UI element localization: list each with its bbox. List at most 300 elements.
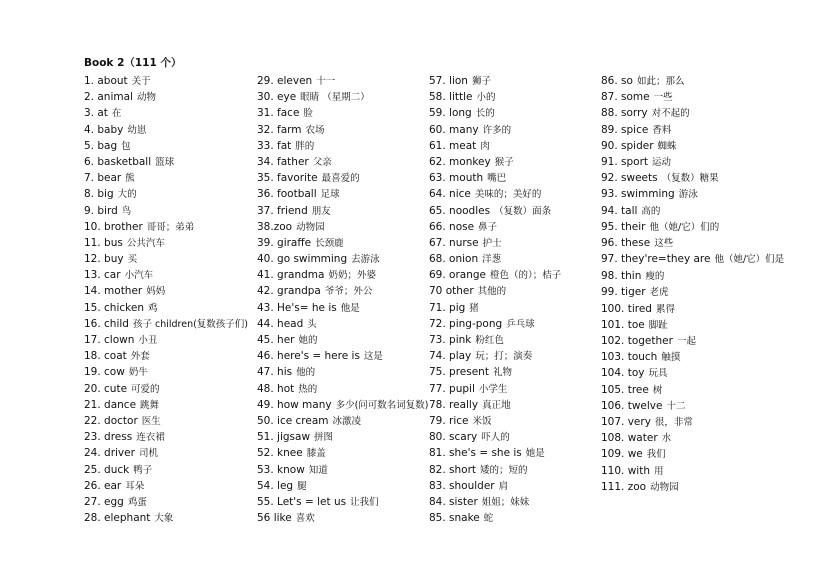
vocab-item (257, 235, 432, 251)
vocab-word: 71. pig (429, 301, 466, 314)
vocab-meaning: 乒乓球 (506, 318, 535, 330)
vocab-item (601, 170, 791, 186)
vocab-word: 111. zoo (601, 480, 647, 493)
vocab-word: 103. touch (601, 351, 658, 364)
vocab-meaning: 对不起的 (651, 108, 690, 120)
vocab-meaning: 护士 (482, 237, 502, 249)
vocab-item (84, 478, 259, 494)
vocab-meaning: 她的 (298, 335, 318, 346)
vocab-item (429, 105, 604, 121)
vocab-item (601, 463, 791, 479)
vocab-word: 56 like (257, 512, 292, 525)
vocab-item (84, 203, 259, 219)
vocab-item (84, 413, 259, 429)
vocab-item (257, 332, 432, 348)
vocab-item (84, 283, 259, 299)
vocab-meaning: 脸 (303, 108, 313, 120)
vocab-meaning: 米饭 (472, 415, 492, 427)
vocab-word: 110. with (601, 464, 650, 477)
vocab-meaning: 真正地 (482, 399, 511, 411)
vocab-word: 31. face (257, 107, 300, 120)
vocab-meaning: 这些 (654, 237, 674, 249)
vocab-word: 58. little (429, 91, 473, 104)
vocab-word: 9. bird (84, 204, 118, 217)
vocab-meaning: 可爱的 (131, 383, 160, 395)
vocab-meaning: 游泳 (678, 189, 698, 201)
vocab-word: 102. together (601, 335, 673, 348)
vocab-meaning: 农场 (305, 124, 325, 136)
word-column-3 (429, 73, 604, 526)
vocab-meaning: 热的 (298, 383, 318, 395)
vocab-meaning: 如此；那么 (636, 76, 685, 87)
vocab-word: 78. really (429, 398, 479, 411)
vocab-item (257, 73, 432, 89)
vocab-meaning: 很，非常 (654, 416, 693, 428)
vocab-item (601, 154, 791, 170)
vocab-word: 5. bag (84, 139, 118, 152)
vocab-word: 21. dance (84, 398, 137, 411)
vocab-meaning: 在 (111, 108, 122, 120)
vocab-item (257, 445, 432, 461)
vocab-word: 44. head (257, 317, 304, 330)
vocab-word: 55. Let's = let us (257, 495, 347, 508)
vocab-item (257, 429, 432, 445)
vocab-word: 105. tree (601, 383, 649, 396)
vocab-meaning: （复数）面条 (494, 205, 552, 217)
word-column-2 (257, 73, 432, 526)
vocab-item (257, 300, 432, 316)
vocab-meaning: 他（她/它）们是 (714, 254, 785, 266)
vocab-meaning: 奶奶；外婆 (328, 270, 376, 282)
vocab-meaning: 幼崽 (127, 124, 147, 136)
vocab-meaning: 瘦的 (645, 271, 665, 283)
vocab-meaning: 矮的；短的 (480, 464, 528, 476)
vocab-item (601, 251, 791, 268)
vocab-item (257, 316, 432, 332)
vocab-meaning: 篮球 (155, 156, 175, 168)
vocab-meaning: 动物园 (296, 221, 325, 233)
word-column-1 (84, 73, 259, 526)
vocab-meaning: 父亲 (312, 156, 332, 168)
vocab-word: 32. farm (257, 123, 302, 136)
vocab-word: 29. eleven (257, 75, 313, 87)
vocab-item (429, 381, 604, 397)
vocab-meaning: 买 (127, 254, 138, 266)
vocab-meaning: 水 (661, 433, 672, 445)
vocab-item (429, 397, 604, 413)
vocab-word: 81. she's = she is (429, 447, 522, 460)
vocab-word: 52. knee (257, 447, 303, 460)
vocab-meaning: 狮子 (471, 76, 491, 87)
vocab-meaning: 腿 (297, 480, 307, 492)
vocab-word: 57. lion (429, 75, 468, 87)
vocab-meaning: 孩子 children(复数孩子们) (132, 318, 249, 330)
vocab-meaning: 鸡蛋 (127, 496, 147, 508)
vocab-meaning: 十二 (666, 400, 686, 412)
vocab-word: 61. meat (429, 139, 477, 152)
vocab-item (429, 462, 604, 478)
vocab-word: 80. scary (429, 431, 478, 444)
vocab-meaning: 医生 (141, 415, 161, 427)
vocab-meaning: （复数）糖果 (661, 173, 719, 185)
vocab-word: 91. sport (601, 155, 649, 168)
vocab-item (601, 219, 791, 235)
vocab-meaning: 玩具 (648, 368, 668, 380)
vocab-item (84, 397, 259, 413)
vocab-item (84, 138, 259, 154)
vocab-word: 95. their (601, 220, 646, 233)
vocab-meaning: 我们 (646, 449, 666, 461)
vocab-meaning: 拼图 (314, 432, 334, 444)
vocab-meaning: 小丑 (138, 335, 158, 346)
vocab-meaning: 动物园 (650, 481, 679, 493)
vocab-word: 14. mother (84, 285, 143, 298)
vocab-meaning: 哥哥；弟弟 (146, 221, 195, 233)
vocab-meaning: 其他的 (477, 286, 507, 298)
vocab-word: 13. car (84, 269, 121, 282)
vocab-word: 92. sweets (601, 172, 658, 185)
vocab-meaning: 司机 (138, 448, 158, 460)
vocab-word: 17. clown (84, 334, 135, 346)
vocab-word: 3. at (84, 107, 108, 120)
vocab-word: 54. leg (257, 479, 294, 492)
vocab-meaning: 香料 (652, 124, 672, 136)
vocab-meaning: 他是 (340, 302, 360, 314)
vocab-meaning: 树 (652, 384, 663, 396)
vocab-word: 74. play (429, 350, 472, 363)
vocab-meaning: 爷爷；外公 (324, 286, 373, 298)
vocab-item (601, 333, 791, 349)
vocab-meaning: 姐姐；妹妹 (481, 496, 530, 508)
vocab-meaning: 鸭子 (133, 464, 153, 476)
vocab-word: 53. know (257, 463, 305, 476)
vocab-meaning: 嘴巴 (487, 173, 507, 185)
vocab-meaning: 妈妈 (146, 286, 166, 298)
vocab-word: 35. favorite (257, 172, 318, 185)
vocab-item (601, 382, 791, 398)
vocab-meaning: 动物 (136, 92, 156, 104)
vocab-item (429, 154, 604, 170)
vocab-word: 2. animal (84, 91, 133, 104)
vocab-meaning: 猪 (469, 302, 479, 314)
vocab-item (429, 445, 604, 461)
vocab-meaning: 熊 (125, 173, 135, 185)
vocab-word: 72. ping-pong (429, 317, 503, 330)
vocab-item (257, 397, 432, 413)
vocab-word: 41. grandma (257, 269, 325, 282)
vocab-meaning: 用 (654, 465, 664, 477)
vocab-word: 19. cow (84, 366, 125, 379)
vocab-item (84, 186, 259, 202)
vocab-meaning: 小的 (476, 92, 496, 104)
vocab-item (257, 364, 432, 380)
vocab-word: 93. swimming (601, 188, 675, 201)
vocab-meaning: 胖的 (295, 140, 315, 152)
vocab-item (257, 510, 432, 526)
vocab-meaning: 大的 (117, 189, 137, 201)
vocab-item (601, 365, 791, 381)
vocab-item (601, 430, 791, 446)
vocab-word: 64. nice (429, 188, 471, 201)
vocab-meaning: 累得 (655, 303, 675, 315)
vocab-meaning: 蜘蛛 (657, 140, 677, 152)
vocab-meaning: 连衣裙 (136, 432, 165, 444)
vocab-word: 12. buy (84, 253, 124, 266)
vocab-word: 67. nurse (429, 236, 479, 249)
vocab-item (84, 235, 259, 251)
vocab-item (429, 203, 604, 219)
vocab-item (257, 462, 432, 478)
vocab-meaning: 吓人的 (481, 432, 510, 444)
vocab-item (429, 186, 604, 202)
vocab-word: 37. friend (257, 204, 308, 217)
vocab-item (257, 186, 432, 202)
vocab-item (84, 332, 259, 348)
vocab-word: 73. pink (429, 334, 472, 346)
vocab-word: 68. onion (429, 253, 479, 266)
vocab-item (601, 301, 791, 317)
vocab-meaning: 他的 (296, 367, 316, 379)
vocab-word: 98. thin (601, 270, 642, 283)
vocab-meaning: 眼睛 （星期二） (300, 92, 370, 104)
vocab-meaning: 礼物 (492, 367, 512, 379)
vocab-item (84, 429, 259, 445)
vocab-word: 79. rice (429, 414, 469, 427)
vocab-item (84, 73, 259, 89)
vocab-item (84, 267, 259, 283)
vocab-item (601, 186, 791, 202)
vocab-item (601, 89, 791, 105)
vocab-item (257, 478, 432, 494)
vocab-word: 39. giraffe (257, 236, 312, 249)
vocab-item (601, 268, 791, 284)
vocab-word: 6. basketball (84, 155, 152, 168)
vocab-item (429, 219, 604, 235)
vocab-item (601, 414, 791, 430)
vocab-item (84, 348, 259, 364)
vocab-item (84, 219, 259, 235)
vocab-word: 18. coat (84, 350, 127, 363)
vocab-word: 89. spice (601, 123, 649, 136)
vocab-word: 47. his (257, 366, 293, 379)
vocab-item (429, 413, 604, 429)
vocab-word: 36. football (257, 188, 317, 201)
vocab-item (601, 203, 791, 219)
vocab-word: 11. bus (84, 236, 123, 249)
vocab-item (429, 138, 604, 154)
vocab-word: 10. brother (84, 220, 143, 233)
vocab-item (257, 89, 432, 105)
vocab-meaning: 去游泳 (351, 254, 380, 266)
vocab-item (429, 300, 604, 316)
vocab-meaning: 关于 (131, 76, 151, 87)
vocab-item (601, 235, 791, 251)
vocab-word: 28. elephant (84, 512, 151, 525)
vocab-item (257, 494, 432, 510)
vocab-word: 7. bear (84, 172, 122, 185)
vocab-meaning: 粉红色 (475, 335, 504, 346)
vocab-word: 62. monkey (429, 155, 491, 168)
vocab-item (429, 267, 604, 283)
vocab-word: 86. so (601, 75, 633, 87)
vocab-meaning: 一些 (653, 92, 673, 104)
vocab-meaning: 洋葱 (482, 254, 502, 266)
vocab-word: 45. her (257, 334, 295, 346)
vocab-item (257, 381, 432, 397)
vocab-item (257, 203, 432, 219)
vocab-word: 70 other (429, 285, 474, 298)
vocab-meaning: 小汽车 (124, 270, 154, 282)
vocab-meaning: 肩 (498, 480, 509, 492)
vocab-meaning: 她是 (525, 448, 545, 460)
vocab-word: 34. father (257, 155, 309, 168)
vocab-word: 106. twelve (601, 399, 663, 412)
vocab-meaning: 鼻子 (478, 221, 498, 233)
vocab-word: 88. sorry (601, 107, 648, 120)
vocab-meaning: 高的 (641, 205, 661, 217)
vocab-item (429, 364, 604, 380)
vocab-word: 60. many (429, 123, 479, 136)
vocab-word: 1. about (84, 75, 128, 87)
vocab-word: 50. ice cream (257, 414, 329, 427)
vocab-meaning: 脚趾 (648, 319, 668, 331)
vocab-word: 33. fat (257, 139, 292, 152)
vocab-item (84, 494, 259, 510)
vocab-word: 101. toe (601, 318, 645, 331)
vocab-word: 24. driver (84, 447, 135, 460)
vocab-word: 65. noodles (429, 204, 491, 217)
vocab-item (257, 138, 432, 154)
vocab-word: 66. nose (429, 220, 475, 233)
vocab-meaning: 冰激凌 (332, 415, 362, 427)
vocab-meaning: 他（她/它）们的 (649, 221, 720, 233)
vocab-meaning: 耳朵 (125, 480, 145, 492)
vocab-meaning: 触摸 (661, 352, 681, 364)
vocab-meaning: 最喜爱的 (321, 173, 360, 185)
vocab-word: 20. cute (84, 382, 128, 395)
vocab-word: 23. dress (84, 431, 133, 444)
vocab-item (601, 317, 791, 333)
vocab-meaning: 外套 (130, 351, 150, 363)
vocab-meaning: 长的 (475, 108, 495, 120)
vocab-item (84, 105, 259, 121)
vocab-meaning: 美味的；美好的 (474, 189, 542, 201)
vocab-word: 22. doctor (84, 414, 138, 427)
vocab-word: 15. chicken (84, 301, 144, 314)
vocab-item (429, 348, 604, 364)
vocab-meaning: 大象 (154, 513, 174, 525)
vocab-word: 51. jigsaw (257, 431, 311, 444)
vocab-item (601, 284, 791, 300)
vocab-item (257, 122, 432, 138)
vocab-item (257, 283, 432, 299)
vocab-item (429, 429, 604, 445)
vocab-item (84, 316, 259, 332)
vocab-word: 83. shoulder (429, 479, 495, 492)
vocab-meaning: 猴子 (494, 156, 514, 168)
vocab-word: 75. present (429, 366, 489, 379)
vocab-meaning: 鸡 (147, 302, 158, 314)
vocab-item (429, 251, 604, 267)
vocab-meaning: 奶牛 (128, 367, 148, 379)
vocab-meaning: 一起 (676, 336, 696, 348)
vocab-word: 46. here's = here is (257, 350, 360, 363)
vocab-item (84, 462, 259, 478)
vocab-item (84, 251, 259, 267)
vocab-item (257, 154, 432, 170)
vocab-word: 87. some (601, 91, 650, 104)
page-title: Book 2（111 个） (84, 57, 182, 69)
vocab-item (257, 413, 432, 429)
vocab-word: 97. they're=they are (601, 253, 711, 266)
vocab-word: 69. orange (429, 269, 486, 282)
vocab-meaning: 肉 (480, 140, 490, 152)
vocab-item (429, 122, 604, 138)
vocab-item (601, 73, 791, 89)
vocab-item (429, 73, 604, 89)
vocab-word: 84. sister (429, 495, 478, 508)
vocab-word: 43. He's= he is (257, 301, 337, 314)
vocab-meaning: 玩；打；演奏 (475, 351, 533, 363)
vocab-meaning: 十一 (316, 76, 336, 87)
vocab-item (429, 332, 604, 348)
vocab-item (84, 170, 259, 186)
vocab-meaning: 橙色（的）；桔子 (490, 270, 562, 282)
vocab-item (84, 300, 259, 316)
vocab-word: 109. we (601, 448, 643, 461)
vocab-item (257, 170, 432, 186)
vocab-meaning: 足球 (320, 189, 340, 201)
vocab-word: 8. big (84, 188, 114, 201)
vocab-item (84, 381, 259, 397)
vocab-item (601, 122, 791, 138)
vocab-item (601, 349, 791, 365)
vocab-word: 16. child (84, 317, 129, 330)
vocab-item (429, 494, 604, 510)
vocab-word: 77. pupil (429, 382, 475, 395)
vocab-word: 96. these (601, 236, 651, 249)
vocab-word: 38.zoo (257, 220, 293, 233)
vocab-word: 25. duck (84, 463, 130, 476)
vocab-meaning: 小学生 (478, 383, 508, 395)
vocab-meaning: 喜欢 (295, 513, 315, 525)
vocab-item (601, 398, 791, 414)
vocab-word: 90. spider (601, 139, 654, 152)
vocab-item (429, 478, 604, 494)
vocab-word: 40. go swimming (257, 253, 348, 266)
vocab-meaning: 多少(问可数名词复数) (335, 399, 429, 411)
word-column-4 (601, 73, 791, 495)
vocab-meaning: 这是 (363, 351, 383, 363)
vocab-meaning: 让我们 (350, 496, 379, 508)
vocab-meaning: 朋友 (311, 205, 331, 217)
vocab-word: 82. short (429, 463, 477, 476)
vocab-item (601, 479, 791, 495)
vocab-meaning: 跳舞 (140, 399, 160, 411)
vocab-item (257, 267, 432, 283)
vocab-word: 27. egg (84, 495, 124, 508)
vocab-word: 48. hot (257, 382, 295, 395)
vocab-word: 42. grandpa (257, 285, 321, 298)
vocab-meaning: 头 (307, 318, 317, 330)
vocab-item (429, 316, 604, 332)
vocab-meaning: 蛇 (483, 513, 494, 525)
vocab-meaning: 许多的 (482, 124, 512, 136)
vocab-word: 4. baby (84, 123, 124, 136)
vocab-word: 107. very (601, 415, 651, 428)
vocab-word: 49. how many (257, 398, 332, 411)
vocab-item (257, 251, 432, 267)
